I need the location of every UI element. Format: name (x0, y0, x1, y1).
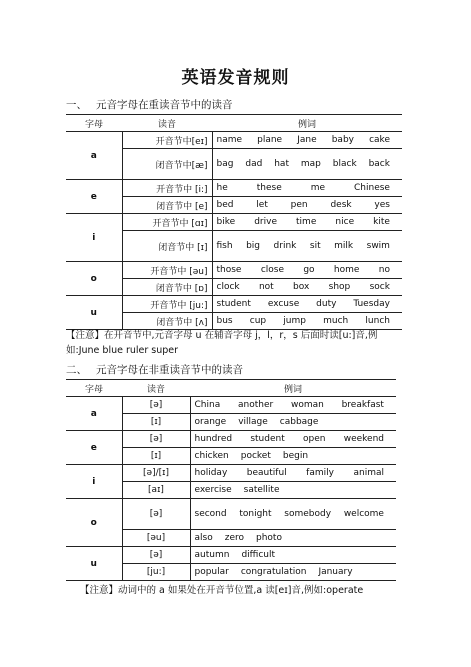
examples-cell (212, 262, 402, 279)
letter-cell: a (66, 132, 122, 180)
table-row (66, 132, 402, 149)
section-2-number: 二、 (66, 364, 87, 376)
example-word: pocket (240, 451, 271, 461)
example-word: jump (283, 316, 306, 326)
example-words (217, 241, 399, 251)
table-row (66, 262, 402, 279)
example-words (217, 265, 399, 275)
examples-cell (190, 414, 396, 431)
example-words (195, 550, 393, 560)
unstressed-vowel-table (66, 379, 396, 581)
pronunciation-cell: 开音节中 [ju:] (122, 296, 212, 313)
examples-cell (212, 313, 402, 330)
letter-cell: i (66, 465, 122, 499)
example-words (217, 217, 399, 227)
example-words (195, 533, 393, 543)
example-word: second (194, 509, 227, 519)
example-word: student (250, 434, 285, 444)
example-word: holiday (194, 468, 228, 478)
example-word: bag (216, 159, 234, 169)
example-word: begin (282, 451, 309, 461)
pronunciation-cell: 闭音节中 [ɪ] (122, 231, 212, 262)
example-words (195, 485, 393, 495)
example-word: Tuesday (353, 299, 390, 309)
example-words (217, 316, 399, 326)
examples-cell (212, 231, 402, 262)
example-word: woman (290, 400, 324, 410)
pronunciation-cell: [ə]/[ɪ] (122, 465, 190, 482)
examples-cell (190, 431, 396, 448)
example-word: hundred (194, 434, 233, 444)
example-word: baby (331, 135, 354, 145)
example-word: no (378, 265, 390, 275)
example-word: home (333, 265, 360, 275)
section-2-heading (66, 362, 243, 377)
example-word: sit (309, 241, 321, 251)
table-row (66, 397, 396, 414)
header-pronunciation: 读音 (122, 380, 190, 397)
example-word: time (296, 217, 317, 227)
example-word: swim (366, 241, 390, 251)
examples-cell (212, 279, 402, 296)
examples-cell (190, 564, 396, 581)
letter-cell: o (66, 499, 122, 547)
page-title: 英语发音规则 (181, 68, 290, 88)
example-word: yes (374, 200, 390, 210)
example-word: milk (334, 241, 354, 251)
pronunciation-cell: 闭音节中[æ] (122, 149, 212, 180)
example-word: family (306, 468, 334, 478)
example-word: kite (373, 217, 390, 227)
example-word: bike (216, 217, 236, 227)
example-word: drive (254, 217, 277, 227)
table-row (66, 431, 396, 448)
example-words (195, 417, 393, 427)
table-row (66, 547, 396, 564)
example-word: back (368, 159, 390, 169)
example-word: chicken (194, 451, 229, 461)
example-word: exercise (194, 485, 232, 495)
example-word: nice (335, 217, 355, 227)
example-word: January (318, 567, 353, 577)
example-word: let (256, 200, 268, 210)
example-word: hat (274, 159, 289, 169)
example-word: box (293, 282, 310, 292)
table-row (66, 296, 402, 313)
example-word: lunch (365, 316, 390, 326)
letter-cell: o (66, 262, 122, 296)
example-word: drink (273, 241, 297, 251)
example-word: open (302, 434, 326, 444)
example-words (195, 451, 393, 461)
table-row (66, 499, 396, 530)
example-word: me (310, 183, 326, 193)
letter-cell: u (66, 547, 122, 581)
header-examples: 例词 (190, 380, 396, 397)
examples-cell (212, 296, 402, 313)
example-word: zero (224, 533, 244, 543)
example-words (195, 400, 393, 410)
example-word: another (237, 400, 274, 410)
example-word: excuse (267, 299, 300, 309)
letter-cell: e (66, 431, 122, 465)
example-word: difficult (241, 550, 276, 560)
examples-cell (190, 397, 396, 414)
example-word: black (332, 159, 357, 169)
section-2-note: 【注意】动词中的 a 如果处在开音节位置,a 读[eɪ]音,例如:operate (80, 585, 364, 596)
pronunciation-cell: 闭音节中 [ʌ] (122, 313, 212, 330)
example-word: beautiful (246, 468, 287, 478)
pronunciation-cell: 开音节中 [i:] (122, 180, 212, 197)
example-word: duty (316, 299, 337, 309)
example-word: these (256, 183, 282, 193)
example-word: much (323, 316, 349, 326)
pronunciation-cell: [ɪ] (122, 448, 190, 465)
example-word: popular (194, 567, 229, 577)
example-word: close (260, 265, 284, 275)
pronunciation-cell: [əu] (122, 530, 190, 547)
example-word: not (258, 282, 274, 292)
example-word: photo (256, 533, 282, 543)
example-word: he (216, 183, 228, 193)
example-words (217, 135, 399, 145)
table-row (66, 465, 396, 482)
letter-cell: a (66, 397, 122, 431)
example-word: sock (369, 282, 390, 292)
pronunciation-cell: [aɪ] (122, 482, 190, 499)
header-letter: 字母 (66, 115, 122, 132)
header-letter: 字母 (66, 380, 122, 397)
example-word: name (216, 135, 243, 145)
example-word: desk (330, 200, 352, 210)
header-pronunciation: 读音 (122, 115, 212, 132)
example-words (195, 468, 393, 478)
examples-cell (190, 465, 396, 482)
example-words (217, 200, 399, 210)
section-1-note (66, 328, 406, 358)
example-word: bus (216, 316, 233, 326)
table-row (66, 214, 402, 231)
example-words (195, 567, 393, 577)
section-1-title: 元音字母在重读音节中的读音 (96, 99, 233, 111)
example-word: animal (353, 468, 384, 478)
example-word: bed (216, 200, 234, 210)
section-1-number: 一、 (66, 99, 87, 111)
example-word: cabbage (279, 417, 319, 427)
examples-cell (212, 214, 402, 231)
pronunciation-cell: [ju:] (122, 564, 190, 581)
example-word: Jane (297, 135, 317, 145)
examples-cell (190, 448, 396, 465)
example-word: those (216, 265, 242, 275)
section-1-heading (66, 97, 233, 112)
example-word: pen (290, 200, 308, 210)
table-row (66, 180, 402, 197)
pronunciation-cell: 闭音节中 [e] (122, 197, 212, 214)
example-word: village (238, 417, 268, 427)
example-word: big (246, 241, 261, 251)
example-word: shop (328, 282, 351, 292)
pronunciation-cell: 开音节中 [ɑɪ] (122, 214, 212, 231)
examples-cell (190, 482, 396, 499)
examples-cell (212, 180, 402, 197)
example-word: welcome (343, 509, 384, 519)
section-2-title: 元音字母在非重读音节中的读音 (96, 364, 243, 376)
pronunciation-cell: [ə] (122, 431, 190, 448)
pronunciation-cell: 闭音节中 [ɒ] (122, 279, 212, 296)
example-words (217, 159, 399, 169)
example-word: go (303, 265, 315, 275)
example-word: autumn (194, 550, 230, 560)
pronunciation-cell: [ɪ] (122, 414, 190, 431)
example-word: weekend (343, 434, 384, 444)
example-word: student (216, 299, 251, 309)
example-word: breakfast (341, 400, 384, 410)
example-word: somebody (284, 509, 332, 519)
note-line-2: 如:June blue ruler super (66, 345, 179, 356)
example-word: Chinese (354, 183, 390, 193)
example-word: orange (194, 417, 227, 427)
example-word: dad (245, 159, 263, 169)
pronunciation-cell: 开音节中[eɪ] (122, 132, 212, 149)
example-word: satellite (243, 485, 280, 495)
letter-cell: u (66, 296, 122, 330)
pronunciation-cell: [ə] (122, 499, 190, 530)
letter-cell: e (66, 180, 122, 214)
example-word: cake (369, 135, 390, 145)
pronunciation-cell: [ə] (122, 547, 190, 564)
example-words (195, 509, 393, 519)
letter-cell: i (66, 214, 122, 262)
header-examples: 例词 (212, 115, 402, 132)
example-word: congratulation (240, 567, 307, 577)
examples-cell (190, 530, 396, 547)
example-word: map (300, 159, 321, 169)
example-word: fish (216, 241, 233, 251)
examples-cell (212, 149, 402, 180)
examples-cell (212, 132, 402, 149)
stressed-vowel-table (66, 114, 402, 330)
pronunciation-cell: [ə] (122, 397, 190, 414)
example-word: clock (216, 282, 240, 292)
example-words (217, 299, 399, 309)
note-line-1: 【注意】在开音节中,元音字母 u 在辅音字母 j，l，r，s 后面时读[u:]音,例 (66, 330, 378, 341)
pronunciation-cell: 开音节中 [əu] (122, 262, 212, 279)
example-word: also (194, 533, 213, 543)
example-word: cup (249, 316, 267, 326)
example-word: plane (257, 135, 283, 145)
example-words (217, 183, 399, 193)
examples-cell (190, 547, 396, 564)
example-word: China (194, 400, 221, 410)
examples-cell (212, 197, 402, 214)
example-word: tonight (239, 509, 272, 519)
example-words (217, 282, 399, 292)
examples-cell (190, 499, 396, 530)
example-words (195, 434, 393, 444)
